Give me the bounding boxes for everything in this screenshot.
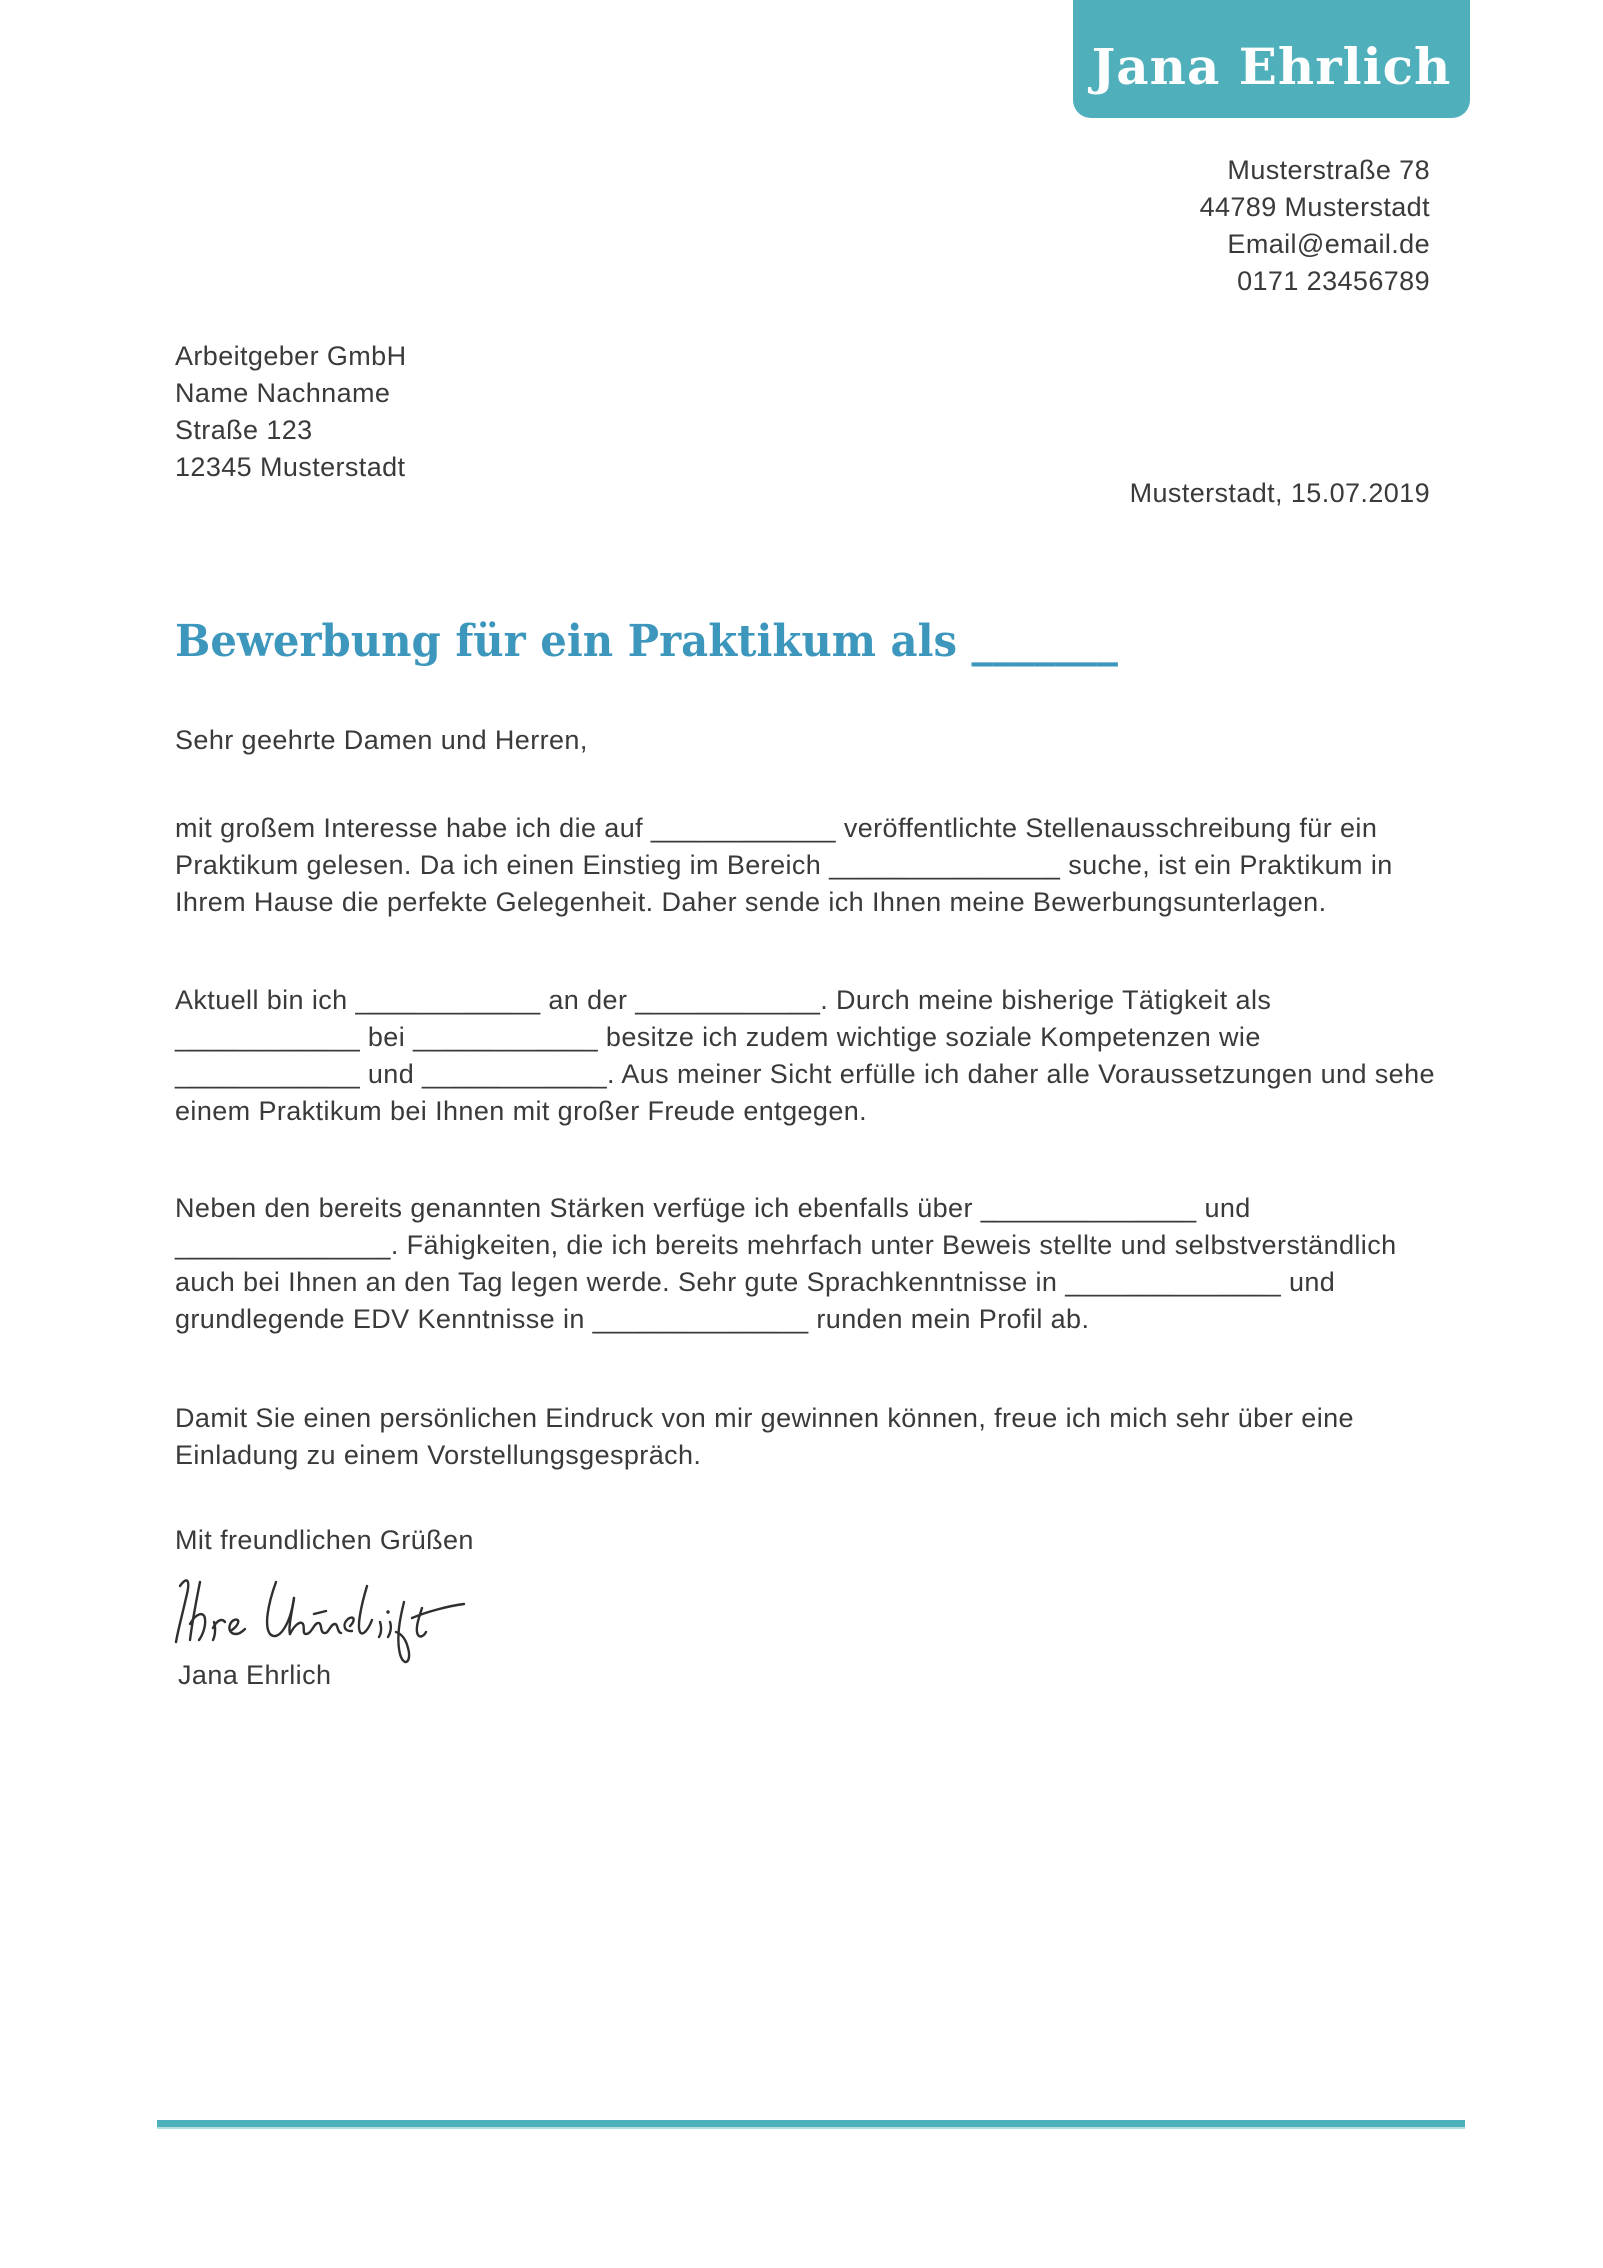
recipient-company: Arbeitgeber GmbH [175, 341, 407, 371]
footer-accent-rule [157, 2120, 1465, 2129]
sender-email: Email@email.de [1227, 229, 1430, 259]
sender-phone: 0171 23456789 [1237, 266, 1430, 296]
recipient-street: Straße 123 [175, 415, 313, 445]
recipient-block [175, 338, 407, 486]
sender-contact-block [1200, 152, 1430, 300]
sender-city: 44789 Musterstadt [1199, 192, 1430, 222]
paragraph-current-status: Aktuell bin ich ____________ an der ____________. Durch meine bisherige Tätigkeit als ____________ bei ____________ besitze ich zudem wichtige soziale Kompetenzen wie ____________ und ____________. Aus meiner Sicht erfülle ich daher alle Voraussetzungen und sehe einem Praktikum bei Ihnen mit großer Freude entgegen. [175, 985, 1435, 1126]
signature-name: Jana Ehrlich [178, 1660, 332, 1690]
signature-script-text [0, 0, 1, 1]
recipient-city: 12345 Musterstadt [175, 452, 406, 482]
sender-name: Jana Ehrlich [1091, 36, 1452, 96]
recipient-name: Name Nachname [175, 378, 391, 408]
paragraph-strengths: Neben den bereits genannten Stärken verfüge ich ebenfalls über ______________ und ______________. Fähigkeiten, die ich bereits mehrfach unter Beweis stellte und selbstverständlich auch bei Ihnen an den Tag legen werde. Sehr gute Sprachkenntnisse in ______________ und grundlegende EDV Kenntnisse in ______________ runden mein Profil ab. [175, 1193, 1397, 1334]
closing-formula: Mit freundlichen Grüßen [175, 1525, 474, 1555]
paragraph-interest: mit großem Interesse habe ich die auf ____________ veröffentlichte Stellenausschreibung für ein Praktikum gelesen. Da ich einen Einstieg im Bereich _______________ suche, ist ein Praktikum in Ihrem Hause die perfekte Gelegenheit. Daher sende ich Ihnen meine Bewerbungsunterlagen. [175, 813, 1393, 917]
subject-heading: Bewerbung für ein Praktikum als _______ [175, 616, 1118, 667]
sender-name-badge [1073, 0, 1470, 118]
paragraph-invitation: Damit Sie einen persönlichen Eindruck von mir gewinnen können, freue ich mich sehr über eine Einladung zu einem Vorstellungsgespräch. [175, 1403, 1354, 1470]
sender-street: Musterstraße 78 [1227, 155, 1430, 185]
date-line: Musterstadt, 15.07.2019 [1129, 478, 1430, 508]
salutation: Sehr geehrte Damen und Herren, [175, 725, 588, 755]
